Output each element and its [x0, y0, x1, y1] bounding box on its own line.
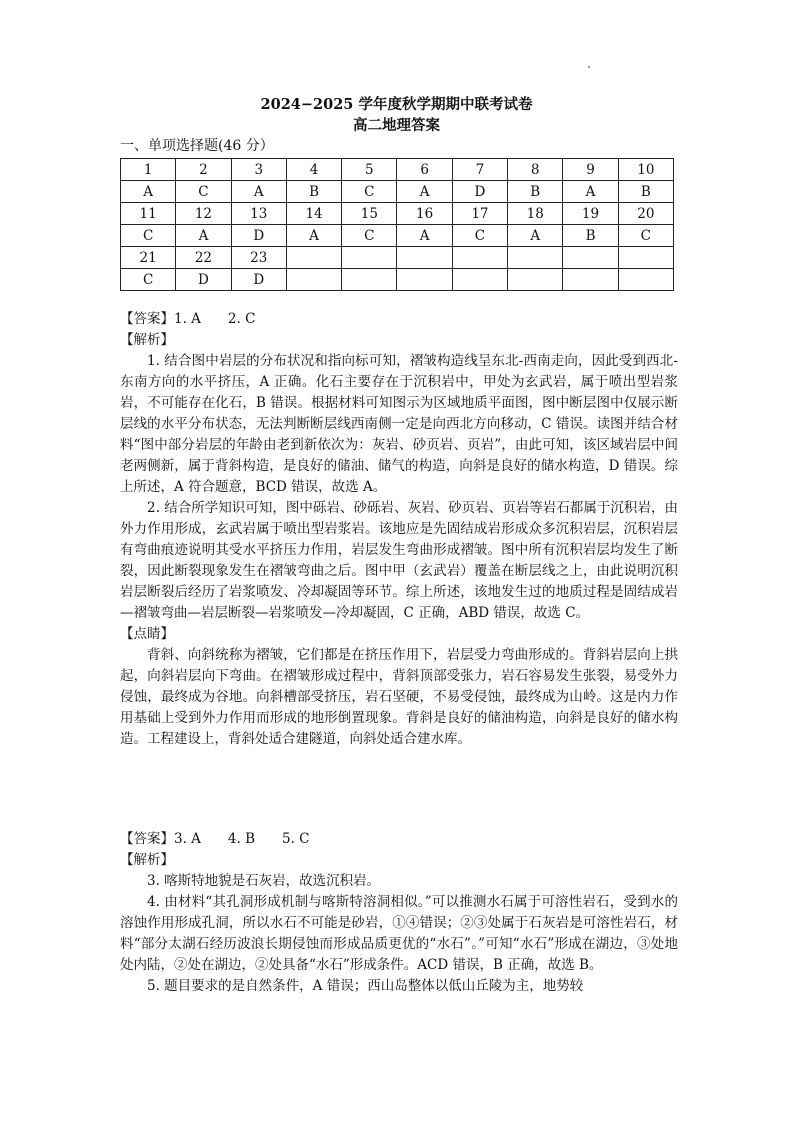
question-number-cell: [563, 247, 618, 269]
answer-letter-cell: D: [231, 269, 286, 291]
answer-letter-cell: A: [121, 181, 176, 203]
question-number-cell: 20: [618, 203, 673, 225]
answer-letter-cell: A: [231, 181, 286, 203]
answer-letter-row: [121, 269, 674, 291]
question-number-cell: 13: [231, 203, 286, 225]
answer-letter-row: [121, 225, 674, 247]
tip-paragraph: 背斜、向斜统称为褶皱，它们都是在挤压作用下，岩层受力弯曲形成的。背斜岩层向上拱起，向斜岩层向下弯曲。在褶皱形成过程中，背斜顶部受张力，岩石容易发生张裂，易受外力侵蚀，最终成为谷地。向斜槽部受挤压，岩石坚硬，不易受侵蚀，最终成为山岭。这是内力作用基础上受到外力作用而形成的地形倒置现象。背斜是良好的储油构造，向斜是良好的储水构造。工程建设上，背斜处适合建隧道，向斜处适合建水库。: [120, 647, 678, 747]
question-number-cell: 15: [342, 203, 397, 225]
scan-speck: [588, 66, 590, 68]
explanation-paragraph: 1. 结合图中岩层的分布状况和指向标可知，褶皱构造线呈东北-西南走向，因此受到西北-东南方向的水平挤压，A 正确。化石主要存在于沉积岩中，甲处为玄武岩，属于喷出型岩浆岩，不可能存在化石，B 错误。根据材料可知图示为区域地质平面图，图中断层图中仅展示断层线的水平分布状态，无法判断断层线西南侧一定是向西北方向移动，C 错误。读图并结合材料“图中部分岩层的年龄由老到新依次为：灰岩、砂页岩、页岩”，由此可知，该区域岩层中间老两侧新，属于背斜构造，是良好的储油、储气的构造，向斜是良好的储水构造，D 错误。综上所述，A 符合题意，BCD 错误，故选 A。: [120, 353, 678, 495]
answer-letter-cell: B: [286, 181, 341, 203]
answer-letter-cell: B: [618, 181, 673, 203]
answer-letter-cell: B: [508, 181, 563, 203]
answer-letter-cell: A: [397, 225, 452, 247]
question-number-row: [121, 247, 674, 269]
question-number-cell: 17: [452, 203, 507, 225]
explanation-paragraph: 2. 结合所学知识可知，图中砾岩、砂砾岩、灰岩、砂页岩、页岩等岩石都属于沉积岩，由外力作用形成，玄武岩属于喷出型岩浆岩。该地应是先固结成岩形成众多沉积岩层，沉积岩层有弯曲痕迹说明其受水平挤压力作用，岩层发生弯曲形成褶皱。图中所有沉积岩层均发生了断裂，因此断裂现象发生在褶皱弯曲之后。图中甲（玄武岩）覆盖在断层线之上，由此说明沉积岩层断裂后经历了岩浆喷发、冷却凝固等环节。综上所述，该地发生过的地质过程是固结成岩—褶皱弯曲—岩层断裂—岩浆喷发—冷却凝固，C 正确，ABD 错误，故选 C。: [120, 500, 678, 621]
question-number-cell: 18: [508, 203, 563, 225]
question-number-cell: 2: [176, 159, 231, 181]
answer-letter-row: [121, 181, 674, 203]
answer-line: 【答案】1. A 2. C: [120, 311, 256, 327]
question-number-cell: 11: [121, 203, 176, 225]
answer-letter-cell: D: [231, 225, 286, 247]
question-number-cell: 19: [563, 203, 618, 225]
answer-letter-cell: [618, 269, 673, 291]
answer-letter-cell: C: [121, 225, 176, 247]
answer-letter-cell: A: [508, 225, 563, 247]
answer-letter-cell: D: [176, 269, 231, 291]
answer-letter-cell: C: [618, 225, 673, 247]
section-heading: 一、单项选择题(46 分）: [120, 138, 274, 154]
question-number-cell: 4: [286, 159, 341, 181]
answer-letter-cell: C: [342, 225, 397, 247]
answer-letter-cell: D: [452, 181, 507, 203]
answer-letter-cell: [452, 269, 507, 291]
question-number-cell: 14: [286, 203, 341, 225]
question-number-cell: 1: [121, 159, 176, 181]
page-subtitle: 高二地理答案: [353, 117, 440, 134]
question-number-cell: [286, 247, 341, 269]
answer-letter-cell: [397, 269, 452, 291]
answer-key-table: [120, 158, 674, 291]
explanation-paragraph: 3. 喀斯特地貌是石灰岩，故选沉积岩。: [147, 873, 381, 889]
question-number-cell: 8: [508, 159, 563, 181]
question-number-cell: 21: [121, 247, 176, 269]
question-number-cell: [508, 247, 563, 269]
answer-letter-cell: [342, 269, 397, 291]
answer-line: 【答案】3. A 4. B 5. C: [120, 831, 310, 847]
answer-letter-cell: B: [563, 225, 618, 247]
question-number-cell: 22: [176, 247, 231, 269]
analysis-label: 【解析】: [120, 332, 174, 348]
explanation-block-1: [120, 309, 678, 750]
question-number-cell: 9: [563, 159, 618, 181]
answer-letter-cell: [508, 269, 563, 291]
answer-letter-cell: A: [286, 225, 341, 247]
explanation-paragraph: 4. 由材料“其孔洞形成机制与喀斯特溶洞相似。”可以推测水石属于可溶性岩石，受到水的溶蚀作用形成孔洞，所以水石不可能是砂岩，①④错误；②③处属于石灰岩是可溶性岩石，材料“部分太湖石经历波浪长期侵蚀而形成品质更优的“水石”。”可知“水石”形成在湖边，③处地处内陆，②处在湖边，②处具备“水石”形成条件。ACD 错误，B 正确，故选 B。: [120, 894, 678, 973]
answer-letter-cell: A: [176, 225, 231, 247]
question-number-cell: 5: [342, 159, 397, 181]
explanation-block-2: [120, 829, 678, 997]
question-number-row: [121, 159, 674, 181]
answer-letter-cell: C: [342, 181, 397, 203]
question-number-cell: 23: [231, 247, 286, 269]
answer-letter-cell: C: [176, 181, 231, 203]
analysis-label: 【解析】: [120, 852, 174, 868]
answer-letter-cell: [286, 269, 341, 291]
answer-letter-cell: C: [452, 225, 507, 247]
question-number-cell: 7: [452, 159, 507, 181]
question-number-cell: 16: [397, 203, 452, 225]
answer-letter-cell: [563, 269, 618, 291]
question-number-row: [121, 203, 674, 225]
tip-label: 【点睛】: [120, 626, 174, 642]
page-title: 2024−2025 学年度秋学期期中联考试卷: [260, 96, 533, 113]
question-number-cell: [452, 247, 507, 269]
question-number-cell: 3: [231, 159, 286, 181]
question-number-cell: [397, 247, 452, 269]
question-number-cell: [618, 247, 673, 269]
answer-letter-cell: C: [121, 269, 176, 291]
answer-letter-cell: A: [397, 181, 452, 203]
question-number-cell: [342, 247, 397, 269]
answer-letter-cell: A: [563, 181, 618, 203]
question-number-cell: 12: [176, 203, 231, 225]
explanation-paragraph: 5. 题目要求的是自然条件，A 错误；西山岛整体以低山丘陵为主，地势较: [147, 978, 584, 994]
question-number-cell: 6: [397, 159, 452, 181]
question-number-cell: 10: [618, 159, 673, 181]
